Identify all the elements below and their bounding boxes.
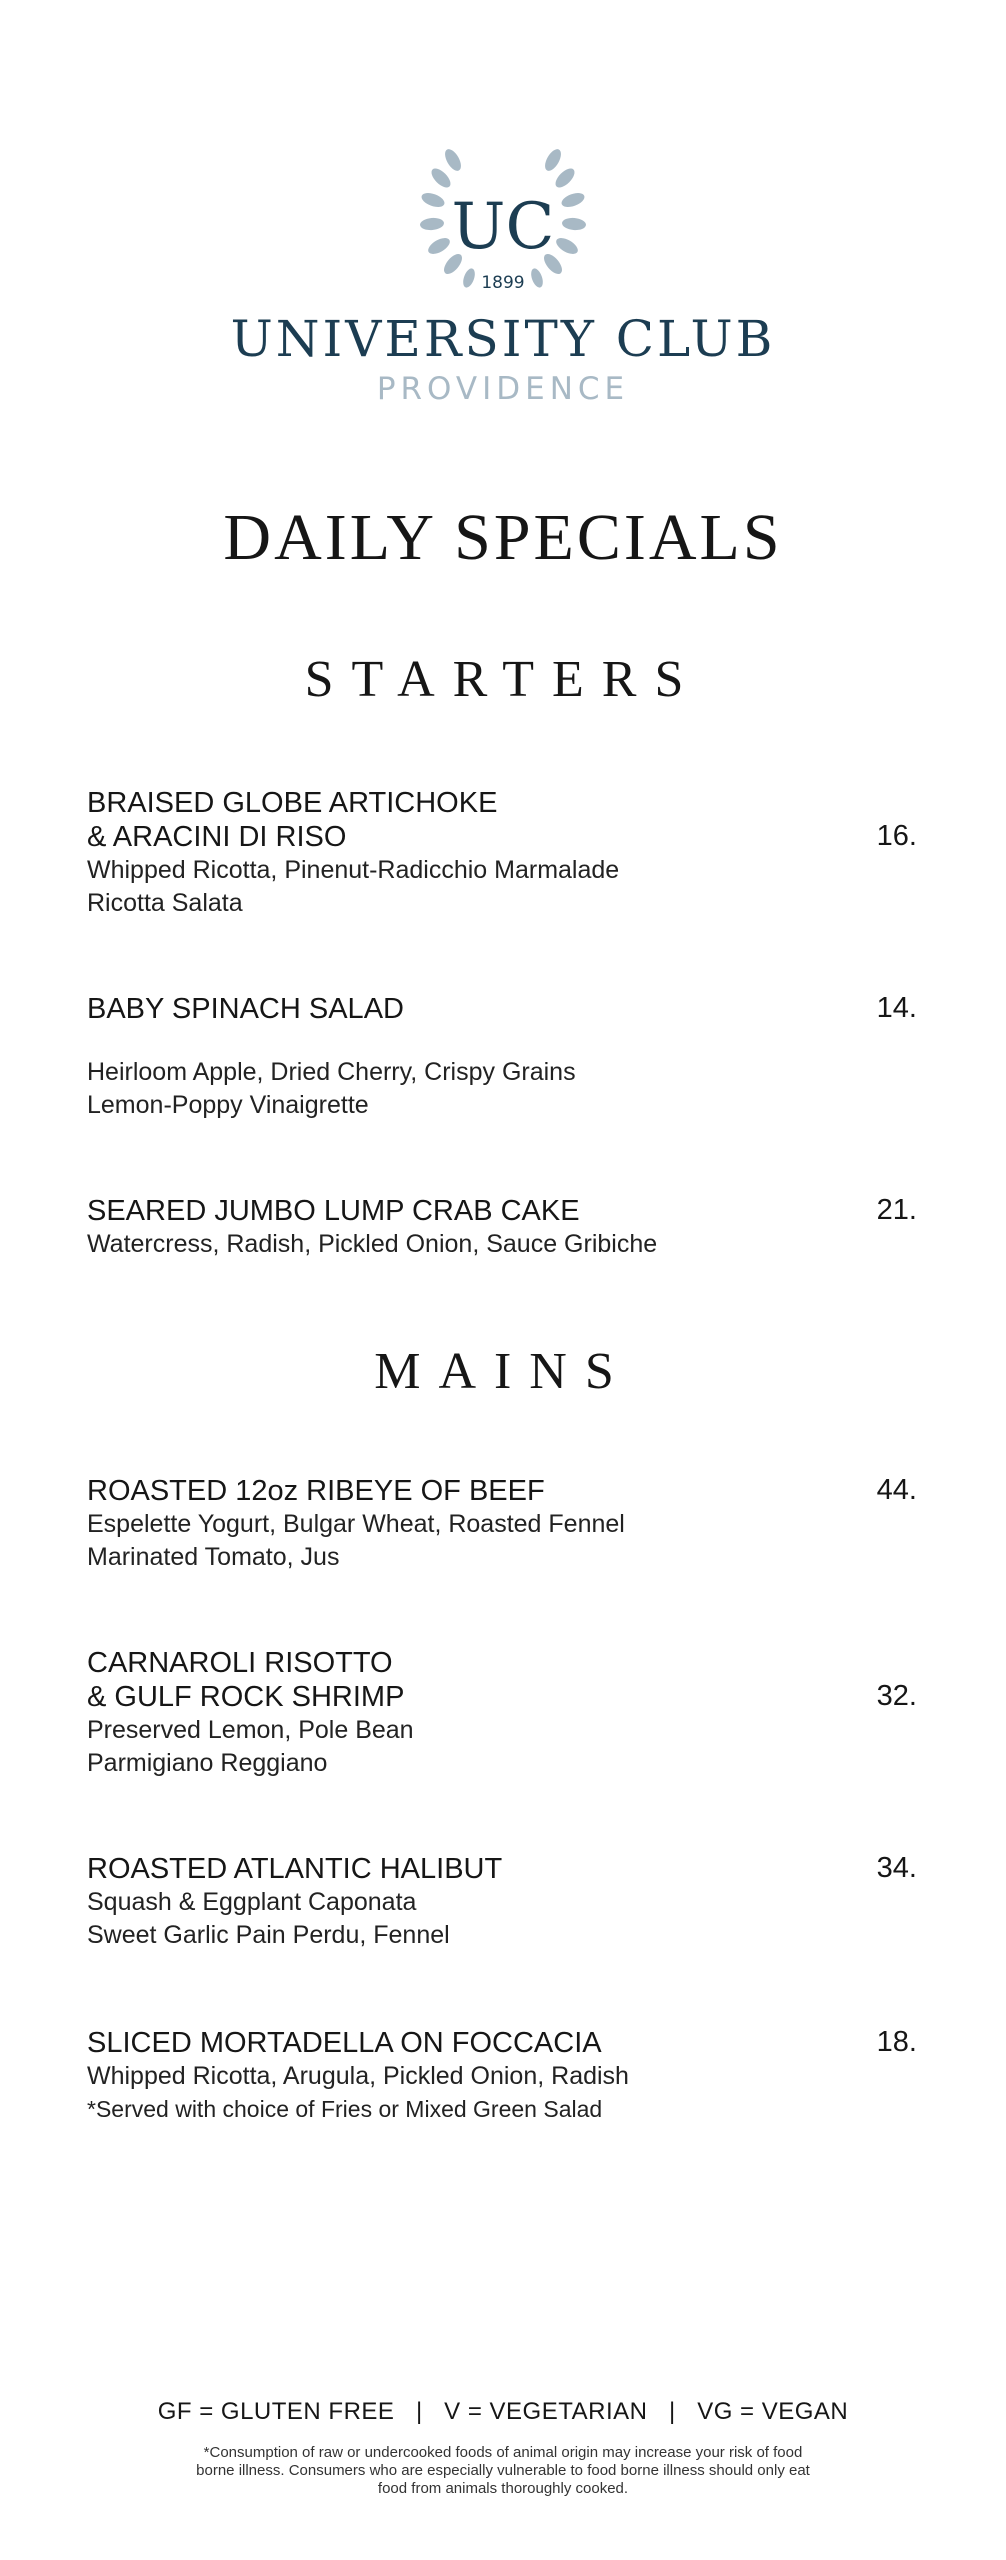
page-title: DAILY SPECIALS bbox=[223, 501, 783, 574]
item-description: Ricotta Salata bbox=[87, 889, 243, 917]
item-description: Whipped Ricotta, Arugula, Pickled Onion, Radish bbox=[87, 2062, 629, 2090]
item-note: *Served with choice of Fries or Mixed Green Salad bbox=[87, 2096, 603, 2122]
club-logo bbox=[0, 140, 1006, 405]
menu-item bbox=[87, 1646, 917, 1780]
item-description: Whipped Ricotta, Pinenut-Radicchio Marmalade bbox=[87, 856, 620, 884]
item-description: Preserved Lemon, Pole Bean bbox=[87, 1716, 414, 1744]
item-description: Heirloom Apple, Dried Cherry, Crispy Grains bbox=[87, 1058, 576, 1086]
item-price: 44. bbox=[876, 1474, 917, 1506]
item-price: 16. bbox=[876, 820, 917, 852]
laurel-monogram-emblem bbox=[413, 140, 593, 300]
dietary-legend: GF = GLUTEN FREE | V = VEGETARIAN | VG = VEGAN bbox=[157, 2398, 849, 2425]
mains-heading: MAINS bbox=[374, 1343, 632, 1400]
item-description: Sweet Garlic Pain Perdu, Fennel bbox=[87, 1921, 450, 1949]
item-name: BABY SPINACH SALAD bbox=[87, 993, 404, 1025]
menu-item bbox=[87, 1852, 917, 1952]
item-name: SLICED MORTADELLA ON FOCCACIA bbox=[87, 2027, 602, 2059]
item-name-continued: & GULF ROCK SHRIMP bbox=[87, 1681, 405, 1713]
item-description: Squash & Eggplant Caponata bbox=[87, 1888, 417, 1916]
item-description: Marinated Tomato, Jus bbox=[87, 1543, 340, 1571]
founding-year: 1899 bbox=[481, 273, 525, 293]
item-name-continued: & ARACINI DI RISO bbox=[87, 821, 347, 853]
item-price: 21. bbox=[876, 1194, 917, 1226]
club-city: PROVIDENCE bbox=[376, 371, 630, 407]
item-description: Lemon-Poppy Vinaigrette bbox=[87, 1091, 369, 1119]
item-name: BRAISED GLOBE ARTICHOKE bbox=[87, 787, 498, 819]
menu-item bbox=[87, 786, 917, 920]
item-description: Espelette Yogurt, Bulgar Wheat, Roasted Fennel bbox=[87, 1510, 625, 1538]
item-price: 14. bbox=[876, 992, 917, 1024]
item-price: 34. bbox=[876, 1852, 917, 1884]
item-price: 32. bbox=[876, 1680, 917, 1712]
food-safety-disclaimer: *Consumption of raw or undercooked foods of animal origin may increase your risk of food borne illness. Consumers who are especially vulnerable to food borne illness should only eat food from animals thoroughly cooked. bbox=[196, 2444, 810, 2497]
monogram: UC bbox=[451, 190, 555, 264]
item-name: CARNAROLI RISOTTO bbox=[87, 1647, 393, 1679]
menu-item bbox=[87, 2026, 917, 2126]
menu-item bbox=[87, 1474, 917, 1574]
item-description: Watercress, Radish, Pickled Onion, Sauce Gribiche bbox=[87, 1230, 658, 1258]
item-name: ROASTED 12oz RIBEYE OF BEEF bbox=[87, 1475, 545, 1507]
menu-item bbox=[87, 992, 917, 1122]
item-price: 18. bbox=[876, 2026, 917, 2058]
item-name: ROASTED ATLANTIC HALIBUT bbox=[87, 1853, 503, 1885]
item-name: SEARED JUMBO LUMP CRAB CAKE bbox=[87, 1195, 580, 1227]
item-description: Parmigiano Reggiano bbox=[87, 1749, 328, 1777]
club-name: UNIVERSITY CLUB bbox=[230, 310, 776, 368]
starters-heading: STARTERS bbox=[304, 651, 702, 708]
menu-item bbox=[87, 1194, 917, 1261]
